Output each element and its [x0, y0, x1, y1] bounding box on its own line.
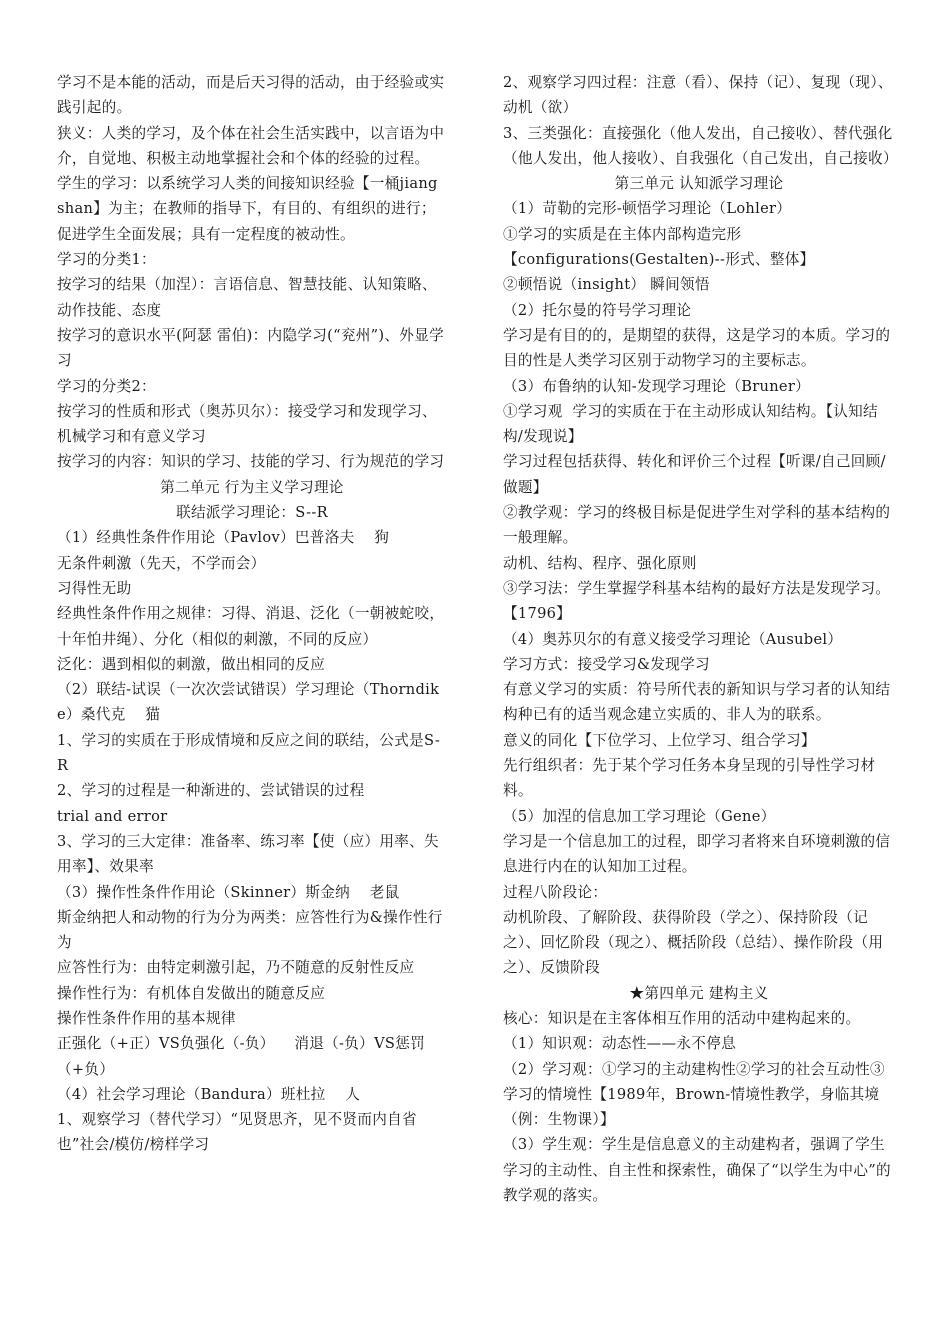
- text-paragraph: 学习的分类2：: [57, 377, 156, 395]
- section-heading: 第二单元 行为主义学习理论: [160, 478, 344, 496]
- text-paragraph: （3）操作性条件作用论（Skinner）斯金纳 老鼠: [57, 883, 400, 901]
- text-paragraph: （4）奥苏贝尔的有意义接受学习理论（Ausubel）: [503, 630, 843, 648]
- text-paragraph: ①学习观 学习的实质在于在主动形成认知结构。【认知结构/发现说】: [503, 402, 878, 446]
- text-paragraph: 意义的同化【下位学习、上位学习、组合学习】: [503, 731, 816, 749]
- text-paragraph: 按学习的性质和形式（奥苏贝尔）：接受学习和发现学习、机械学习和有意义学习: [57, 402, 437, 446]
- text-paragraph: 学习是一个信息加工的过程，即学习者将来自环境刺激的信息进行内在的认知加工过程。: [503, 832, 891, 876]
- text-paragraph: 按学习的意识水平(阿瑟 雷伯)：内隐学习(“兖州”)、外显学习: [57, 326, 444, 370]
- text-paragraph: （3）学生观：学生是信息意义的主动建构者，强调了学生学习的主动性、自主性和探索性，确保了“以学生为中心”的教学观的落实。: [503, 1136, 891, 1205]
- text-paragraph: （1）经典性条件作用论（Pavlov）巴普洛夫 狗: [57, 529, 390, 547]
- text-paragraph: 1、观察学习（替代学习）“见贤思齐，见不贤而内自省也”社会/模仿/榜样学习: [57, 1111, 417, 1154]
- text-paragraph: 学习是有目的的，是期望的获得，这是学习的本质。学习的目的性是人类学习区别于动物学习的主要标志。: [503, 326, 891, 370]
- text-paragraph: 学习不是本能的活动，而是后天习得的活动，由于经验或实践引起的。: [57, 74, 445, 117]
- text-paragraph: 学习过程包括获得、转化和评价三个过程【听课/自己回顾/做题】: [503, 453, 886, 496]
- text-paragraph: （2）联结-试误（一次次尝试错误）学习理论（Thorndike）桑代克 猫: [57, 681, 440, 724]
- text-paragraph: 应答性行为：由特定刺激引起，乃不随意的反射性反应: [57, 959, 415, 977]
- section-heading: 联结派学习理论：S--R: [176, 504, 328, 522]
- text-paragraph: 过程八阶段论：: [503, 883, 608, 901]
- text-paragraph: 学习方式：接受学习&发现学习: [503, 655, 710, 673]
- text-paragraph: 动机阶段、了解阶段、获得阶段（学之）、保持阶段（记之）、回忆阶段（现之）、概括阶段（总结）、操作阶段（用之）、反馈阶段: [503, 908, 884, 977]
- text-paragraph: 3、学习的三大定律：准备率、练习率【使（应）用率、失用率】、效果率: [57, 832, 439, 876]
- text-paragraph: 泛化：遇到相似的刺激，做出相同的反应: [57, 655, 326, 673]
- text-paragraph: 核心：知识是在主客体相互作用的活动中建构起来的。: [503, 1009, 861, 1027]
- section-heading: ★第四单元 建构主义: [629, 984, 769, 1002]
- text-paragraph: 按学习的结果（加涅）：言语信息、智慧技能、认知策略、动作技能、态度: [57, 276, 437, 319]
- text-paragraph: 习得性无助: [57, 579, 132, 597]
- right-column: [503, 70, 898, 1208]
- text-paragraph: （2）托尔曼的符号学习理论: [503, 301, 692, 319]
- text-paragraph: 2、学习的过程是一种渐进的、尝试错误的过程: [57, 782, 365, 800]
- section-heading: 第三单元 认知派学习理论: [614, 175, 784, 193]
- text-paragraph: （2）学习观：①学习的主动建构性②学习的社会互动性③学习的情境性【1989年，Brown-情境性教学，身临其境（例：生物课）】: [503, 1060, 885, 1129]
- text-paragraph: （1）知识观：动态性——永不停息: [503, 1035, 736, 1053]
- text-paragraph: 动机、结构、程序、强化原则: [503, 554, 697, 572]
- text-paragraph: （3）布鲁纳的认知-发现学习理论（Bruner）: [503, 377, 811, 395]
- text-paragraph: 正强化（+正）VS负强化（-负） 消退（-负）VS惩罚（+负）: [57, 1035, 426, 1078]
- text-paragraph: ③学习法：学生掌握学科基本结构的最好方法是发现学习。【1796】: [503, 579, 891, 623]
- text-paragraph: 操作性行为：有机体自发做出的随意反应: [57, 984, 326, 1002]
- left-column: [57, 70, 524, 1158]
- text-paragraph: ①学习的实质是在主体内部构造完形: [503, 225, 742, 243]
- text-paragraph: 狭义：人类的学习，及个体在社会生活实践中，以言语为中介，自觉地、积极主动地掌握社会和个体的经验的过程。: [57, 124, 445, 167]
- text-paragraph: 3、三类强化：直接强化（他人发出，自己接收）、替代强化（他人发出，他人接收）、自我强化（自己发出，自己接收）: [503, 124, 898, 167]
- text-paragraph: 无条件刺激（先天，不学而会）: [57, 554, 266, 572]
- text-paragraph: （4）社会学习理论（Bandura）班杜拉 人: [57, 1085, 361, 1103]
- text-paragraph: 1、学习的实质在于形成情境和反应之间的联结，公式是S-R: [57, 731, 441, 775]
- text-paragraph: （1）苛勒的完形-顿悟学习理论（Lohler）: [503, 200, 792, 218]
- text-paragraph: 斯金纳把人和动物的行为分为两类：应答性行为&操作性行为: [57, 908, 443, 952]
- text-paragraph: 有意义学习的实质：符号所代表的新知识与学习者的认知结构种已有的适当观念建立实质的、非人为的联系。: [503, 681, 891, 724]
- text-paragraph: 2、观察学习四过程：注意（看）、保持（记）、复现（现）、动机（欲）: [503, 74, 893, 117]
- text-paragraph: ②教学观：学习的终极目标是促进学生对学科的基本结构的一般理解。: [503, 504, 891, 547]
- text-paragraph: 按学习的内容：知识的学习、技能的学习、行为规范的学习: [57, 453, 445, 471]
- text-paragraph: 【configurations(Gestalten)--形式、整体】: [503, 251, 815, 269]
- text-paragraph: 学生的学习：以系统学习人类的间接知识经验【一桶jiang shan】为主；在教师的指导下，有目的、有组织的进行；促进学生全面发展；具有一定程度的被动性。: [57, 175, 443, 243]
- text-paragraph: 学习的分类1：: [57, 251, 156, 269]
- text-paragraph: 先行组织者：先于某个学习任务本身呈现的引导性学习材料。: [503, 757, 876, 800]
- text-paragraph: （5）加涅的信息加工学习理论（Gene）: [503, 807, 776, 825]
- text-paragraph: ②顿悟说（insight） 瞬间领悟: [503, 276, 710, 294]
- text-paragraph: 操作性条件作用的基本规律: [57, 1009, 236, 1027]
- text-paragraph: 经典性条件作用之规律：习得、消退、泛化（一朝被蛇咬， 十年怕井绳）、分化（相似的刺激，不同的反应）: [57, 605, 524, 648]
- text-paragraph: trial and error: [57, 807, 168, 825]
